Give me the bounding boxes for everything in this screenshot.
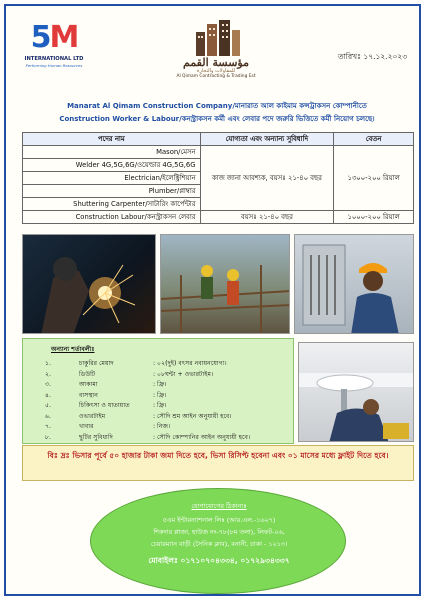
company-arabic-name: مؤسسة القمم	[183, 56, 249, 69]
position-cell: Mason/মেসন	[23, 146, 201, 159]
logo-m: M	[49, 19, 78, 55]
term-value: : সৌদি শ্রম আইন অনুযায়ী হবে।	[153, 412, 232, 420]
list-item	[23, 421, 295, 431]
electrician-photo	[294, 234, 414, 334]
position-cell: Construction Labour/কনস্ট্রাকসন লেবার	[23, 211, 201, 224]
term-number: ২.	[45, 370, 51, 378]
date: তারিখঃ ১৭.১২.২০২৩	[338, 52, 408, 61]
jobs-table-header	[23, 133, 414, 146]
headline	[26, 100, 408, 126]
term-value: : ফ্রি।	[153, 391, 167, 399]
term-value: : ০৮ঘন্টা + ওভারটাইম।	[153, 370, 214, 378]
term-key: বাসস্থান	[79, 391, 98, 399]
term-key: খাবার	[79, 423, 94, 430]
headline-line-1: Manarat Al Qimam Construction Company/মানারাত আল কাইমাম কন্সট্রাকসন কোম্পানীতে	[67, 102, 367, 110]
list-item	[23, 411, 295, 421]
header-position: পদের নাম	[23, 133, 201, 146]
position-cell: Plumber/প্লাম্বার	[23, 185, 201, 198]
term-value: : সৌদি কোম্পানির আইন অনুযায়ী হবে।	[153, 433, 251, 441]
header-qualification: যোগ্যতা এবং অন্যান্য সুবিধাদি	[200, 133, 334, 146]
term-value: : ফ্রি।	[153, 402, 167, 409]
company-arabic-sub: للمقاولات والتجارة	[196, 68, 236, 74]
headline-line-2: Construction Worker & Labour/কনস্ট্রাকসন কর্মী এবং লেবার পদে জরুরি ভিত্তিতে কর্মী নিয়োগ চলছে।	[59, 115, 375, 123]
term-value: : ০২(দুই) বৎসর নবায়নযোগ্য।	[153, 360, 227, 367]
5m-logo-tagline: Performing Human Resources	[25, 63, 83, 68]
position-cell: Shuttering Carpenter/সাটারিং কার্পেন্টার	[23, 198, 201, 211]
company-logo	[166, 18, 266, 80]
table-row	[23, 146, 414, 159]
contact-line-3: চেয়ারম্যান বাড়ী (সৈনিক ক্লাব), বনানী, ঢাকা - ১২১৩।	[150, 540, 288, 548]
term-key: ওভারটাইম	[79, 412, 106, 420]
qualification-cell: কাজ জানা আবশ্যক, বয়সঃ ২১-৪০ বছর	[200, 146, 334, 211]
recruitment-flyer	[4, 4, 421, 596]
building-logo-icon	[166, 18, 266, 58]
list-item	[23, 400, 295, 410]
list-item	[23, 369, 295, 379]
term-number: ১.	[45, 360, 51, 367]
5m-logo-name: INTERNATIONAL LTD	[24, 56, 84, 62]
notice-banner: বিঃ দ্রঃ ভিসার পূর্বে ৫০ হাজার টাকা জমা দিতে হবে, ভিসা রিসিপ্ট হবেনা এবং ০১ মাসের মধ্যে ফ্লাইট দিতে হবে।	[22, 445, 414, 481]
list-item	[23, 390, 295, 400]
term-number: ৭.	[45, 423, 51, 430]
term-key: ছুটির সুবিধাদি	[79, 433, 113, 441]
term-value: : নিজ।	[153, 423, 171, 430]
logo-5: 5	[30, 19, 50, 55]
list-item	[23, 432, 295, 442]
terms-title: অন্যান্য শর্তাবলীঃ	[51, 346, 95, 353]
welder-photo	[22, 234, 156, 334]
salary-cell: ১০০০-২০০ রিয়াল	[334, 211, 414, 224]
qualification-cell: বয়সঃ ২১-৪০ বছর	[200, 211, 334, 224]
5m-logo	[24, 18, 84, 70]
term-number: ৪.	[45, 391, 51, 399]
salary-cell: ১৩০০-২০০ রিয়াল	[334, 146, 414, 211]
company-english-name: Al Qimam Contracting & Trading Est	[176, 74, 256, 79]
term-number: ৬.	[45, 412, 51, 420]
5m-mark	[28, 20, 80, 54]
terms-box	[22, 338, 294, 444]
contact-phone: মোবাইলঃ ০১৭১০৭০৪৩৩৪, ০১৭২৯৩৪৩৩৭	[148, 556, 290, 565]
plumber-photo	[298, 342, 414, 442]
contact-line-1: ৫এম ইন্টারন্যাশনাল লিঃ (আর.এল.-১৬২৭)	[162, 516, 276, 524]
list-item	[23, 379, 295, 389]
jobs-table	[22, 132, 414, 224]
table-row	[23, 211, 414, 224]
contact-ellipse	[90, 488, 346, 594]
position-cell: Welder 4G,5G,6G/ওয়েল্ডার 4G,5G,6G	[23, 159, 201, 172]
term-key: ডিউটি	[79, 370, 96, 378]
list-item	[23, 358, 295, 368]
contact-line-2: শিকদার প্লাজা, হাউজ নং-৭৮(৮ম তলা), লিফট-০৬,	[153, 528, 285, 536]
term-key: চাকুরির মেয়াদ	[79, 360, 114, 367]
contact-heading: যোগাযোগের ঠিকানাঃ	[191, 502, 247, 510]
term-key: চিকিৎসা ও যাতায়াত	[79, 402, 130, 409]
term-number: ৮.	[45, 433, 51, 441]
position-cell: Electrician/ইলেক্ট্রিশিয়ান	[23, 172, 201, 185]
construction-workers-photo	[160, 234, 290, 334]
term-number: ৩.	[45, 381, 51, 388]
term-key: আকামা	[79, 381, 98, 388]
term-number: ৫.	[45, 402, 51, 409]
header-salary: বেতন	[334, 133, 414, 146]
term-value: : ফ্রি।	[153, 381, 167, 388]
